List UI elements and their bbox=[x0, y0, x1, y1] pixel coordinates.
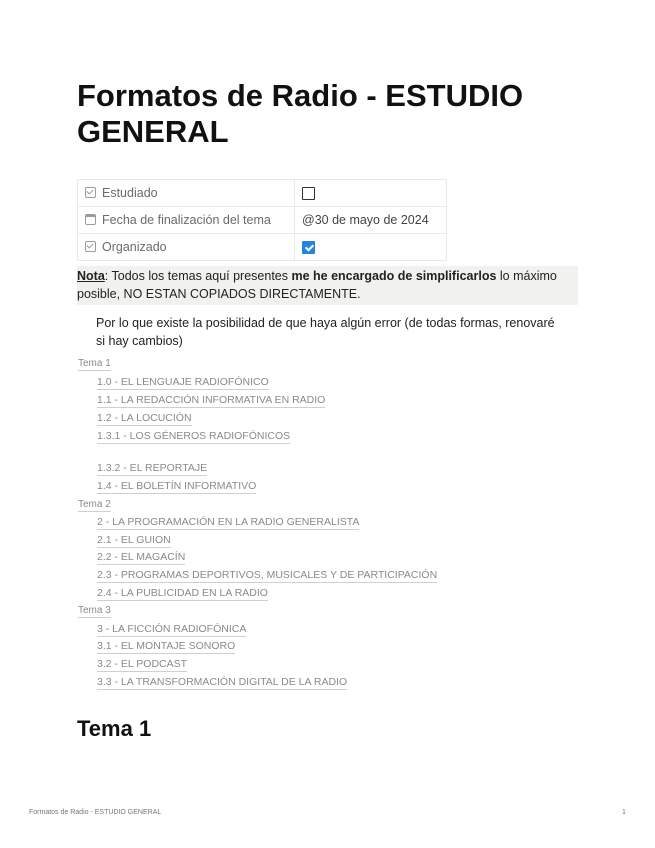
toc-link[interactable]: 2.2 - EL MAGACÍN bbox=[97, 551, 186, 563]
toc-link[interactable]: 1.4 - EL BOLETÍN INFORMATIVO bbox=[97, 480, 257, 492]
toc-link[interactable]: 1.1 - LA REDACCIÓN INFORMATIVA EN RADIO bbox=[97, 394, 326, 406]
toc-link[interactable]: 2.4 - LA PUBLICIDAD EN LA RADIO bbox=[97, 587, 268, 599]
property-row-organizado bbox=[78, 234, 447, 261]
note-callout bbox=[77, 266, 578, 305]
checkbox-property-icon bbox=[85, 187, 96, 198]
toc-heading[interactable]: Tema 3 bbox=[78, 605, 111, 616]
property-key bbox=[78, 207, 295, 234]
page-title: Formatos de Radio - ESTUDIO GENERAL bbox=[77, 78, 524, 149]
page-number: 1 bbox=[622, 809, 626, 816]
toc-heading[interactable]: Tema 1 bbox=[78, 358, 111, 369]
property-key bbox=[78, 180, 295, 207]
property-row-estudiado bbox=[78, 180, 447, 207]
toc-link[interactable]: 2.3 - PROGRAMAS DEPORTIVOS, MUSICALES Y DE PARTICIPACIÓN bbox=[97, 569, 438, 581]
toc-link[interactable]: 3.3 - LA TRANSFORMACIÓN DIGITAL DE LA RADIO bbox=[97, 676, 348, 688]
note-bold: me he encargado de simplificarlos bbox=[291, 269, 497, 283]
note-subtext: Por lo que existe la posibilidad de que haya algún error (de todas formas, renovaré si hay cambios) bbox=[96, 316, 555, 348]
footer-title: Formatos de Radio - ESTUDIO GENERAL bbox=[29, 809, 162, 816]
property-value bbox=[295, 207, 447, 234]
property-value bbox=[295, 180, 447, 207]
toc-link[interactable]: 3.2 - EL PODCAST bbox=[97, 658, 188, 670]
organizado-checkbox[interactable] bbox=[302, 241, 315, 254]
date-value[interactable]: @30 de mayo de 2024 bbox=[302, 213, 429, 227]
property-label: Organizado bbox=[102, 240, 167, 254]
note-text-end: lo máximo posible, NO ESTAN COPIADOS DIRECTAMENTE. bbox=[77, 269, 557, 301]
toc-link[interactable]: 1.3.1 - LOS GÉNEROS RADIOFÓNICOS bbox=[97, 430, 291, 442]
property-row-fecha bbox=[78, 207, 447, 234]
toc-link[interactable]: 2.1 - EL GUION bbox=[97, 534, 171, 546]
toc-link[interactable]: 1.0 - EL LENGUAJE RADIOFÓNICO bbox=[97, 376, 269, 388]
toc-link[interactable]: 1.3.2 - EL REPORTAJE bbox=[97, 462, 208, 474]
toc-link[interactable]: 3 - LA FICCIÓN RADIOFÓNICA bbox=[97, 623, 247, 635]
toc-link[interactable]: 1.2 - LA LOCUCIÓN bbox=[97, 412, 192, 424]
property-label: Fecha de finalización del tema bbox=[102, 213, 271, 227]
properties-table bbox=[77, 179, 447, 261]
note-label: Nota bbox=[77, 269, 105, 283]
property-key bbox=[78, 234, 295, 261]
estudiado-checkbox[interactable] bbox=[302, 187, 315, 200]
property-label: Estudiado bbox=[102, 186, 158, 200]
section-heading: Tema 1 bbox=[77, 716, 152, 741]
toc-link[interactable]: 3.1 - EL MONTAJE SONORO bbox=[97, 640, 236, 652]
property-value bbox=[295, 234, 447, 261]
note-text: : Todos los temas aquí presentes bbox=[104, 269, 292, 283]
toc-link[interactable]: 2 - LA PROGRAMACIÓN EN LA RADIO GENERALISTA bbox=[97, 516, 360, 528]
toc-heading[interactable]: Tema 2 bbox=[78, 499, 111, 510]
checkbox-property-icon bbox=[85, 241, 96, 252]
calendar-icon bbox=[85, 214, 96, 225]
